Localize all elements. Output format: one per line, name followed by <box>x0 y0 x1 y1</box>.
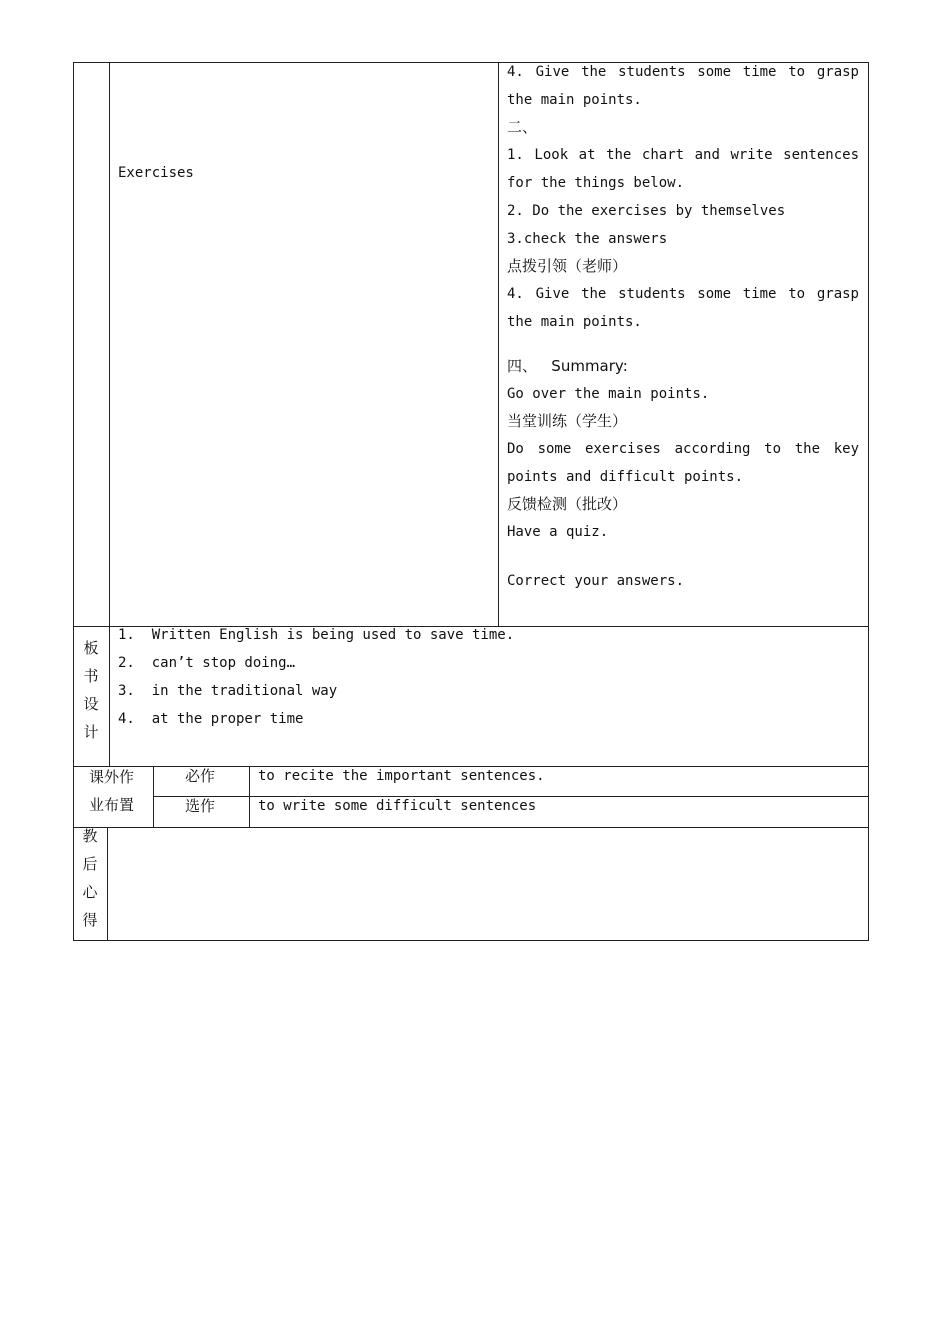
step-line-5: for the things below. <box>507 175 685 191</box>
reflection-label-char-3: 心 <box>82 883 98 901</box>
step-line-2: the main points. <box>507 92 642 108</box>
correct-line: Correct your answers. <box>507 573 685 589</box>
feedback-heading: 反馈检测（批改） <box>507 495 628 513</box>
homework-label-line-2: 业布置 <box>89 796 135 814</box>
board-line-2: 2. can’t stop doing… <box>118 655 296 671</box>
step-line-4: 1. Look at the chart and write sentences <box>507 147 859 163</box>
reflection-label-char-2: 后 <box>82 855 98 873</box>
homework-divider-2 <box>249 766 250 828</box>
quiz-line: Have a quiz. <box>507 524 609 540</box>
practice-line-1: Do some exercises according to the key <box>507 441 859 457</box>
exercises-col-divider-1 <box>109 62 110 627</box>
homework-label-line-1: 课外作 <box>89 768 135 786</box>
required-text: to recite the important sentences. <box>258 768 545 784</box>
step-line-7: 3.check the answers <box>507 231 668 247</box>
board-label-char-1: 板 <box>83 639 99 657</box>
summary-heading: 四、 Summary: <box>507 357 628 375</box>
practice-heading: 当堂训练（学生） <box>507 412 628 430</box>
step-line-1: 4. Give the students some time to grasp <box>507 64 859 80</box>
step-line-10: the main points. <box>507 314 642 330</box>
optional-label: 选作 <box>185 797 216 815</box>
reflection-divider <box>107 827 108 941</box>
board-label-char-2: 书 <box>83 667 99 685</box>
section-two-heading: 二、 <box>507 118 538 136</box>
summary-line: Go over the main points. <box>507 386 710 402</box>
reflection-label-char-4: 得 <box>82 911 98 929</box>
exercises-col-divider-2 <box>498 62 499 627</box>
step-line-9: 4. Give the students some time to grasp <box>507 286 859 302</box>
reflection-row <box>73 827 869 941</box>
board-line-1: 1. Written English is being used to save time. <box>118 627 515 643</box>
guidance-heading: 点拨引领（老师） <box>507 257 628 275</box>
optional-text: to write some difficult sentences <box>258 798 537 814</box>
exercises-label: Exercises <box>118 165 194 181</box>
reflection-label-char-1: 教 <box>82 827 98 845</box>
practice-line-2: points and difficult points. <box>507 469 744 485</box>
board-design-divider <box>109 626 110 767</box>
board-line-3: 3. in the traditional way <box>118 683 338 699</box>
step-line-6: 2. Do the exercises by themselves <box>507 203 786 219</box>
required-label: 必作 <box>185 767 216 785</box>
homework-divider-1 <box>153 766 154 828</box>
board-line-4: 4. at the proper time <box>118 711 304 727</box>
board-label-char-4: 计 <box>83 723 99 741</box>
board-label-char-3: 设 <box>83 695 99 713</box>
